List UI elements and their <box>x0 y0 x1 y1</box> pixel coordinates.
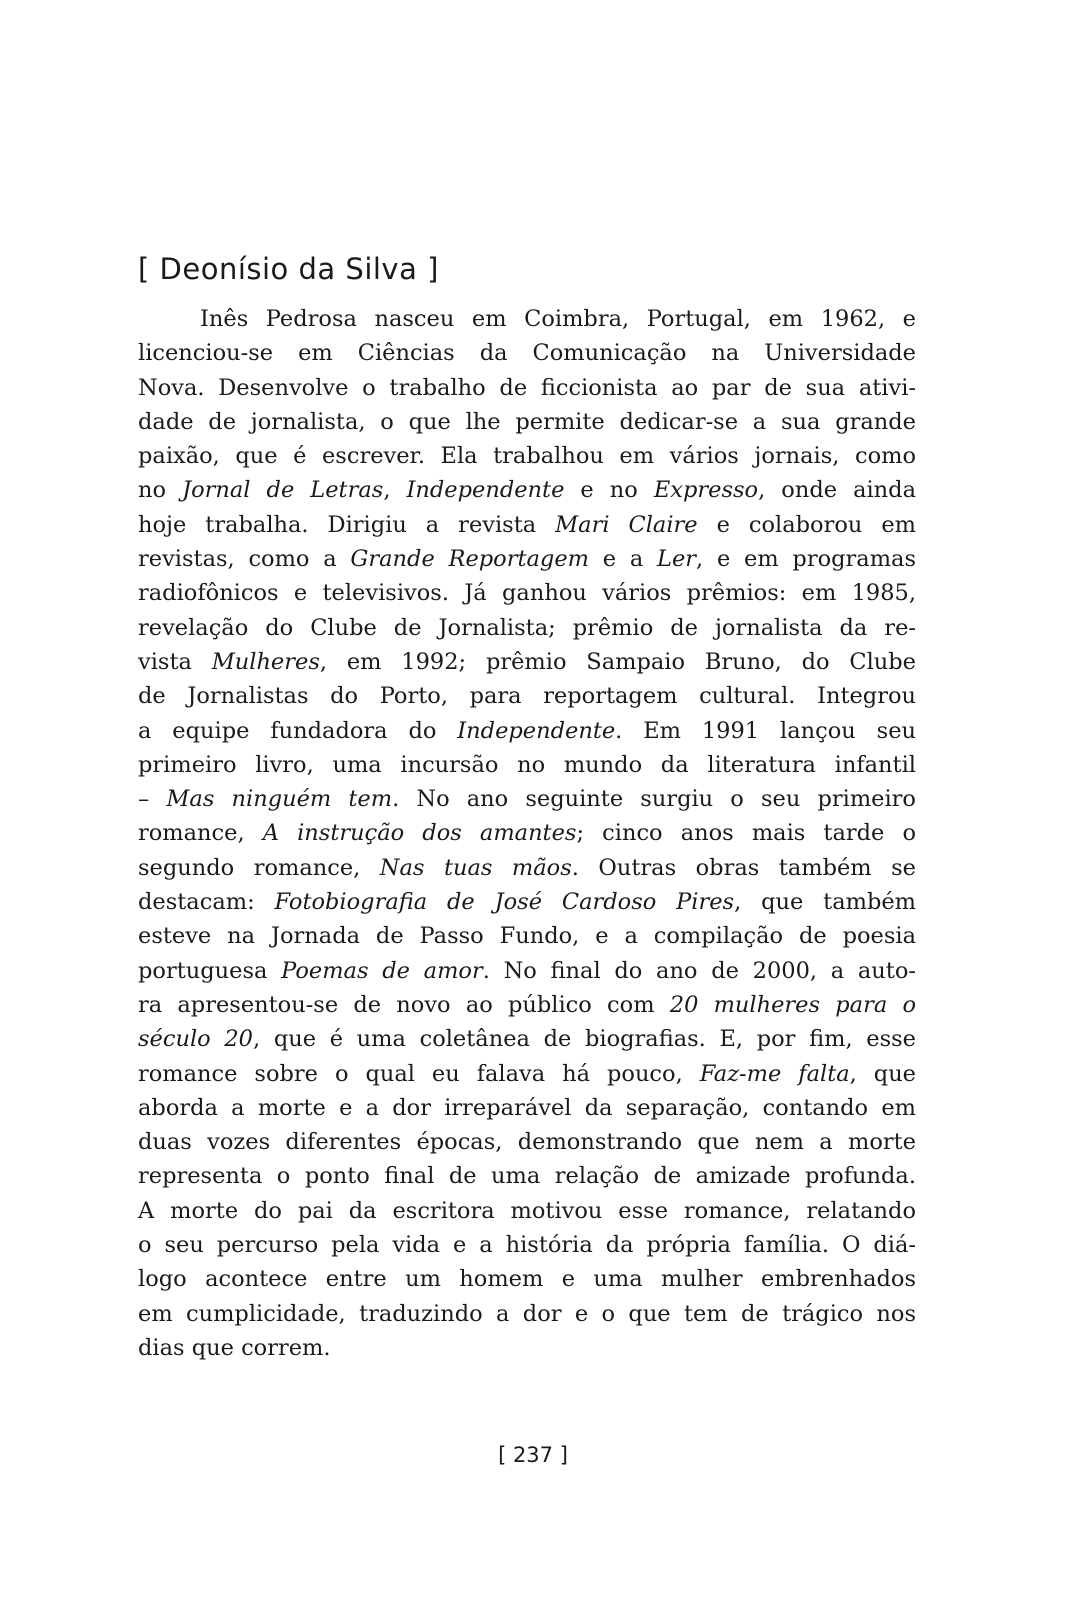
text-run: e colaborou em <box>697 511 916 538</box>
text-run: , que é uma coletânea de biografias. E, por fim, esse <box>253 1026 916 1053</box>
text-line <box>138 954 916 988</box>
text-run: , em 1992; prêmio Sampaio Bruno, do Clube <box>319 648 916 675</box>
text-run: duas vozes diferentes épocas, demonstrando que nem a morte <box>138 1129 916 1156</box>
text-line <box>138 851 916 885</box>
text-line <box>138 371 916 405</box>
text-run: de Jornalistas do Porto, para reportagem cultural. Integrou <box>138 683 916 710</box>
text-run: Inês Pedrosa nasceu em Coimbra, Portugal, em 1962, e <box>200 306 916 332</box>
text-run: romance sobre o qual eu falava há pouco, <box>138 1060 700 1087</box>
italic-title-run: Mas ninguém tem <box>166 786 393 813</box>
text-line <box>138 1297 916 1331</box>
text-line <box>138 336 916 370</box>
text-line <box>138 1057 916 1091</box>
text-line <box>138 782 916 816</box>
text-run: , <box>383 477 407 504</box>
text-run: e no <box>564 477 654 504</box>
italic-title-run: A instrução dos amantes <box>262 820 577 847</box>
text-run: , que <box>849 1060 916 1087</box>
text-run: revelação do Clube de Jornalista; prêmio de jornalista da re- <box>138 614 916 641</box>
text-run: Nova. Desenvolve o trabalho de ficcionista ao par de sua ativi- <box>138 374 916 401</box>
text-line <box>138 1125 916 1159</box>
italic-title-run: Independente <box>457 717 616 744</box>
text-line <box>138 1022 916 1056</box>
italic-title-run: Mulheres <box>211 648 320 675</box>
text-run: revistas, como a <box>138 546 351 573</box>
text-line <box>138 576 916 610</box>
text-run: . Em 1991 lançou seu <box>615 717 916 744</box>
text-line <box>138 1159 916 1193</box>
italic-title-run: Independente <box>406 477 565 504</box>
italic-title-run: Nas tuas mãos <box>379 854 572 881</box>
italic-title-run: Jornal de Letras <box>182 477 384 504</box>
text-line <box>138 1331 916 1365</box>
text-line <box>138 714 916 748</box>
italic-title-run: Faz-me falta <box>699 1060 850 1087</box>
italic-title-run: Poemas de amor <box>281 957 483 984</box>
text-line <box>138 542 916 576</box>
text-run: aborda a morte e a dor irreparável da separação, contando em <box>138 1094 916 1121</box>
text-run: . No final do ano de 2000, a auto- <box>482 957 916 984</box>
text-run: logo acontece entre um homem e uma mulher embrenhados <box>138 1266 916 1293</box>
italic-title-run: 20 mulheres para o <box>669 991 916 1018</box>
text-run: em cumplicidade, traduzindo a dor e o que tem de trágico nos <box>138 1300 916 1327</box>
text-line <box>138 988 916 1022</box>
text-line <box>138 1228 916 1262</box>
text-line <box>138 611 916 645</box>
text-run: A morte do pai da escritora motivou esse romance, relatando <box>138 1197 916 1224</box>
text-line <box>138 748 916 782</box>
text-run: vista <box>138 648 212 675</box>
text-run: portuguesa <box>138 957 282 984</box>
text-line <box>138 816 916 850</box>
italic-title-run: Expresso <box>653 477 759 504</box>
italic-title-run: Ler <box>657 546 697 573</box>
text-run: hoje trabalha. Dirigiu a revista <box>138 511 556 538</box>
italic-title-run: Grande Reportagem <box>350 546 589 573</box>
text-run: primeiro livro, uma incursão no mundo da literatura infantil <box>138 751 916 778</box>
text-run: romance, <box>138 820 263 847</box>
body-paragraph <box>138 302 916 1365</box>
italic-title-run: Fotobiografia de José Cardoso Pires <box>274 889 735 916</box>
italic-title-run: século 20 <box>138 1026 253 1053</box>
text-run: o seu percurso pela vida e a história da própria família. O diá- <box>138 1232 916 1259</box>
text-line <box>138 1194 916 1228</box>
page-number: [ 237 ] <box>498 1443 568 1467</box>
text-run: a equipe fundadora do <box>138 717 458 744</box>
text-line <box>138 439 916 473</box>
text-line <box>138 885 916 919</box>
text-run: paixão, que é escrever. Ela trabalhou em vários jornais, como <box>138 443 916 470</box>
text-run: dade de jornalista, o que lhe permite dedicar-se a sua grande <box>138 408 916 435</box>
text-run: – <box>138 786 167 813</box>
text-run: ; cinco anos mais tarde o <box>576 820 917 847</box>
text-run: esteve na Jornada de Passo Fundo, e a compilação de poesia <box>138 923 916 950</box>
text-run: radiofônicos e televisivos. Já ganhou vários prêmios: em 1985, <box>138 580 916 607</box>
text-run: representa o ponto final de uma relação de amizade profunda. <box>138 1163 916 1190</box>
text-line <box>138 302 916 336</box>
section-heading: [ Deonísio da Silva ] <box>138 252 439 286</box>
text-run: segundo romance, <box>138 854 380 881</box>
text-line <box>138 473 916 507</box>
text-line <box>138 1262 916 1296</box>
text-line <box>138 508 916 542</box>
text-run: ra apresentou-se de novo ao público com <box>138 991 670 1018</box>
text-line <box>138 645 916 679</box>
text-line <box>138 919 916 953</box>
text-run: . No ano seguinte surgiu o seu primeiro <box>392 786 916 813</box>
text-run: , e em programas <box>696 546 916 573</box>
italic-title-run: Mari Claire <box>555 511 698 538</box>
text-run: e a <box>589 546 658 573</box>
text-run: dias que correm. <box>138 1334 331 1361</box>
text-line <box>138 405 916 439</box>
text-run: , onde ainda <box>758 477 916 504</box>
text-line <box>138 679 916 713</box>
text-run: destacam: <box>138 889 275 916</box>
text-line <box>138 1091 916 1125</box>
text-run: no <box>138 477 183 504</box>
text-run: licenciou-se em Ciências da Comunicação na Universidade <box>138 340 916 367</box>
text-run: . Outras obras também se <box>571 854 916 881</box>
text-run: , que também <box>734 889 916 916</box>
